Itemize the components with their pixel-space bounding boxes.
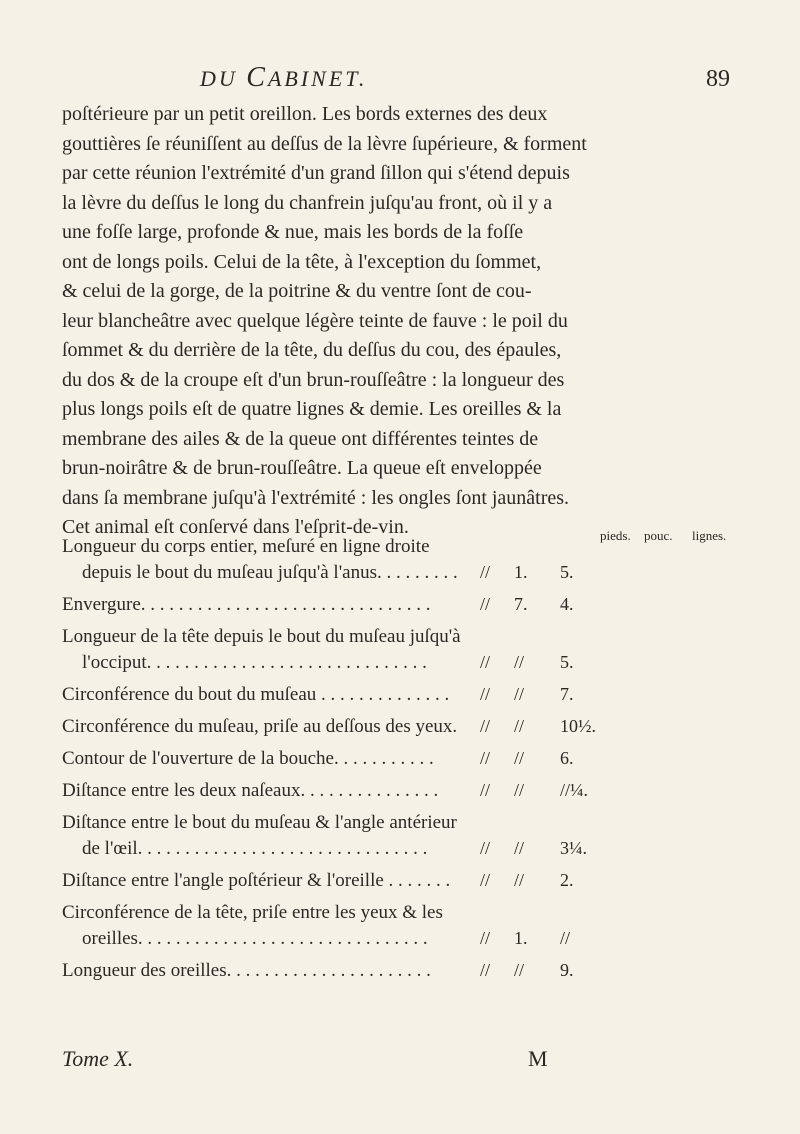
value-lignes: //¼. [560,780,589,800]
body-line: ont de longs poils. Celui de la tête, à l'exception du ſommet, [62,250,542,273]
value-pouces: // [514,870,525,890]
measurement-label [62,592,552,618]
measurement-row [62,534,782,586]
value-pouces: // [514,780,525,800]
measurement-label-line: Longueur des oreilles. . . . . . . . . . . . . . . . . . . . . . [62,960,431,981]
value-pieds: // [480,870,491,890]
value-pieds: // [480,684,491,704]
measurement-row [62,746,782,772]
value-lignes: 2. [560,870,574,890]
measurement-row [62,810,782,862]
value-lignes: // [560,928,571,948]
body-line: membrane des ailes & de la queue ont différentes teintes de [62,427,539,450]
body-line: dans ſa membrane juſqu'à l'extrémité : les ongles ſont jaunâtres. [62,486,570,509]
measurement-label-line: Diſtance entre les deux naſeaux. . . . . . . . . . . . . . . [62,780,439,801]
measurement-label-line: Envergure. . . . . . . . . . . . . . . . . . . . . . . . . . . . . . . [62,594,431,615]
value-pouces: 1. [514,928,528,948]
page-number: 89 [706,66,730,92]
value-pieds: // [480,748,491,768]
measurement-label-line: Circonférence de la tête, priſe entre les yeux & les [62,902,443,923]
value-pieds: // [480,652,491,672]
measurement-label [62,778,552,804]
body-line: une foſſe large, profonde & nue, mais les bords de la foſſe [62,221,524,243]
measurement-row [62,624,782,676]
body-line: & celui de la gorge, de la poitrine & du ventre ſont de cou- [62,280,532,302]
value-pouces: // [514,652,525,672]
body-line: la lèvre du deſſus le long du chanfrein juſqu'au front, où il y a [62,191,553,214]
value-lignes: 5. [560,562,574,582]
measurement-row [62,592,782,618]
unit-lignes: lignes. [692,528,727,543]
measurement-label [62,624,552,676]
value-pieds: // [480,562,491,582]
value-pieds: // [480,780,491,800]
body-line: gouttières ſe réuniſſent au deſſus de la lèvre ſupérieure, & forment [62,132,587,155]
measurement-row [62,778,782,804]
value-lignes: 9. [560,960,574,980]
measurement-label [62,714,552,740]
value-pieds: // [480,716,491,736]
measurement-label-line: depuis le bout du muſeau juſqu'à l'anus. . . . . . . . . [82,562,458,583]
value-lignes: 6. [560,748,574,768]
body-line: par cette réunion l'extrémité d'un grand ſillon qui s'étend depuis [62,162,570,184]
body-line: leur blancheâtre avec quelque légère teinte de fauve : le poil du [62,309,568,332]
value-pouces: // [514,748,525,768]
running-head: DU CABINET. [200,62,368,93]
measurement-label-line: Longueur de la tête depuis le bout du muſeau juſqu'à [62,626,461,647]
value-pouces: // [514,684,525,704]
body-line: brun-noirâtre & de brun-rouſſeâtre. La queue eſt enveloppée [62,457,542,479]
measurement-label-line: Diſtance entre le bout du muſeau & l'angle antérieur [62,812,457,833]
value-lignes: 5. [560,652,574,672]
value-lignes: 10½. [560,716,596,736]
measurement-row [62,868,782,894]
measurement-label-line: Contour de l'ouverture de la bouche. . . . . . . . . . . [62,748,434,769]
body-paragraph [62,100,768,543]
measurement-label-line: Circonférence du muſeau, priſe au deſſous des yeux. [62,716,458,737]
measurement-row [62,714,782,740]
value-pouces: // [514,716,525,736]
body-line: poſtérieure par un petit oreillon. Les bords externes des deux [62,103,548,125]
value-pouces: // [514,960,525,980]
value-pieds: // [480,838,491,858]
value-pieds: // [480,928,491,948]
measurement-label-line: l'occiput. . . . . . . . . . . . . . . . . . . . . . . . . . . . . . [82,652,427,673]
tome-label: Tome X. [62,1046,134,1071]
value-pouces: 7. [514,594,528,614]
unit-pouces: pouc. [644,528,673,543]
measurement-label [62,746,552,772]
measurement-label-line: de l'œil. . . . . . . . . . . . . . . . . . . . . . . . . . . . . . . [82,838,428,859]
body-line: Cet animal eſt conſervé dans l'eſprit-de-vin. [62,516,409,538]
measurement-label [62,682,552,708]
measurement-label [62,958,552,984]
measurement-label-line: Circonférence du bout du muſeau . . . . . . . . . . . . . . [62,684,450,705]
measurement-label-line: oreilles. . . . . . . . . . . . . . . . . . . . . . . . . . . . . . . [82,928,428,949]
page-header [200,62,760,96]
measurement-label [62,534,552,586]
value-pieds: // [480,594,491,614]
measurement-row [62,900,782,952]
value-pieds: // [480,960,491,980]
value-lignes: 7. [560,684,574,704]
measurement-row [62,958,782,984]
body-line: ſommet & du derrière de la tête, du deſſus du cou, des épaules, [62,339,562,361]
body-line: du dos & de la croupe eſt d'un brun-rouſſeâtre : la longueur des [62,368,565,391]
measurement-row [62,682,782,708]
unit-pieds: pieds. [600,528,631,543]
value-pouces: // [514,838,525,858]
measurement-table [62,534,782,990]
measurement-label [62,868,552,894]
signature-mark: M [528,1046,548,1071]
measurement-label-line: Diſtance entre l'angle poſtérieur & l'oreille . . . . . . . [62,870,451,891]
value-lignes: 3¼. [560,838,587,858]
measurement-label-line: Longueur du corps entier, meſuré en ligne droite [62,536,430,557]
measurement-label [62,810,552,862]
measurement-label [62,900,552,952]
body-line: plus longs poils eſt de quatre lignes & demie. Les oreilles & la [62,398,562,420]
value-lignes: 4. [560,594,574,614]
value-pouces: 1. [514,562,528,582]
